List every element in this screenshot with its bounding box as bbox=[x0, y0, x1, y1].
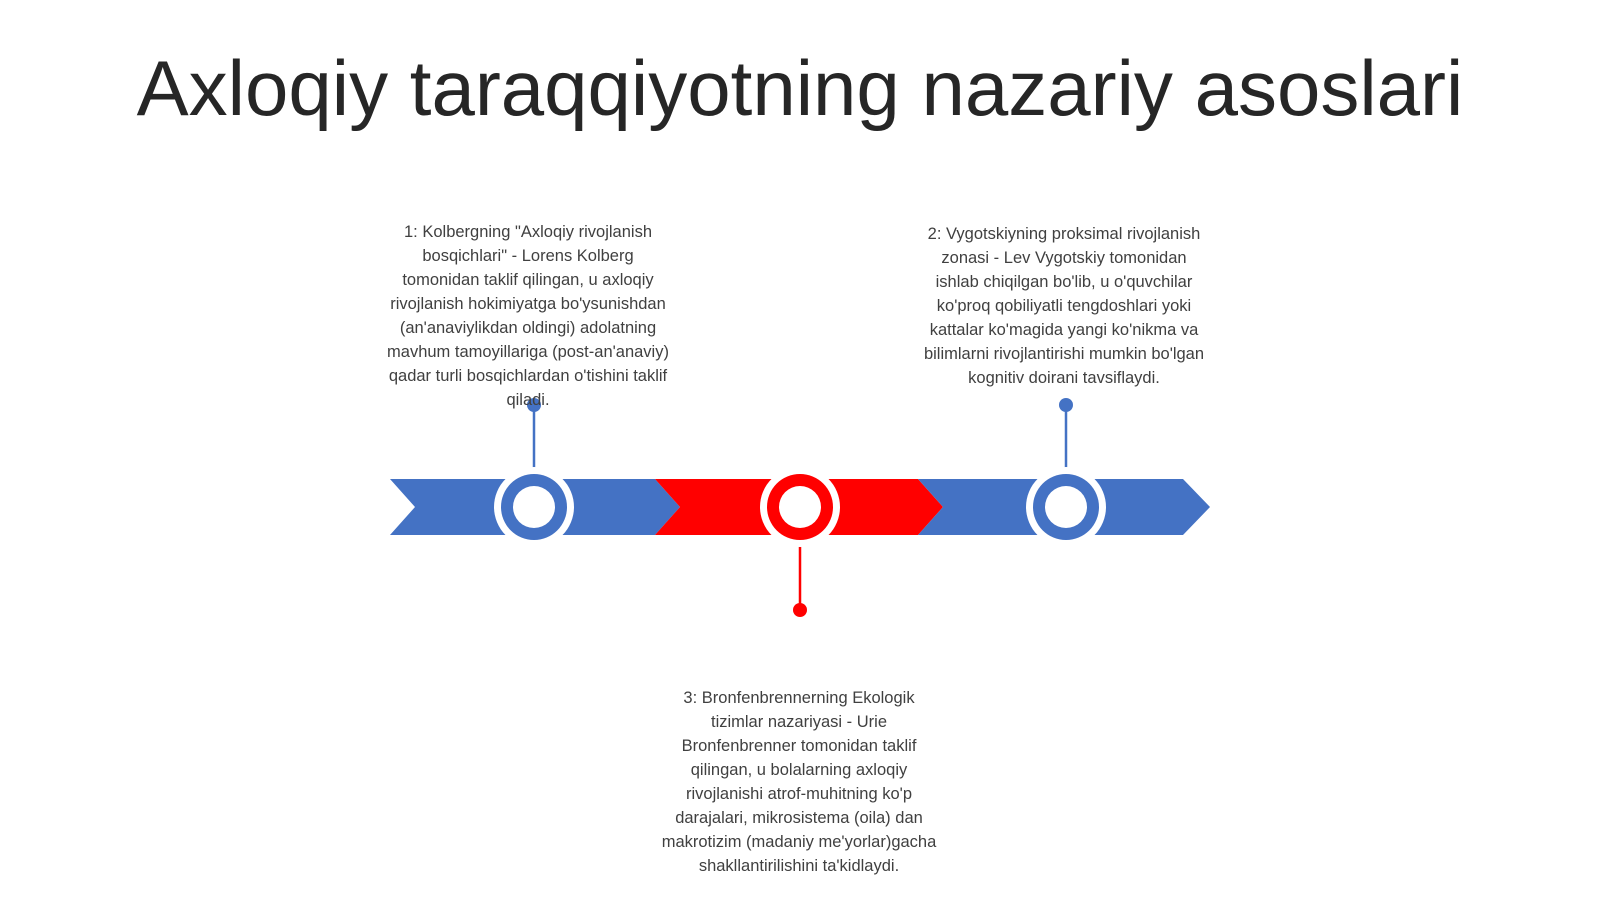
slide-title: Axloqiy taraqqiyotning nazariy asoslari bbox=[136, 44, 1464, 132]
timeline-item-3-text: 3: Bronfenbrennerning Ekologik tizimlar nazariyasi - Urie Bronfenbrenner tomonidan taklif qilingan, u bolalarning axloqiy rivojlanishi atrof-muhitning ko'p darajalari, mikrosistema (oila) dan makrotizim (madaniy me'yorlar)gacha shakllantirilishini ta'kidlaydi. bbox=[661, 689, 937, 875]
connector-dot-3 bbox=[793, 603, 807, 617]
milestone-center-2 bbox=[779, 486, 821, 528]
timeline-item-2-text: 2: Vygotskiyning proksimal rivojlanish zonasi - Lev Vygotskiy tomonidan ishlab chiqilgan bo'lib, u o'quvchilar ko'proq qobiliyatli tengdoshlari yoki kattalar ko'magida yangi ko'nikma va bilimlarni rivojlantirishi mumkin bo'lgan kognitiv doirani tavsiflaydi. bbox=[923, 225, 1205, 387]
milestone-center-1 bbox=[513, 486, 555, 528]
milestone-center-3 bbox=[1045, 486, 1087, 528]
connector-dot-2 bbox=[1059, 398, 1073, 412]
timeline-item-1-text: 1: Kolbergning "Axloqiy rivojlanish bosqichlari" - Lorens Kolberg tomonidan taklif qilingan, u axloqiy rivojlanish hokimiyatga bo'ysunishdan (an'anaviylikdan oldingi) adolatning mavhum tamoyillariga (post-an'anaviy) qadar turli bosqichlardan o'tishini taklif qiladi. bbox=[387, 223, 669, 409]
